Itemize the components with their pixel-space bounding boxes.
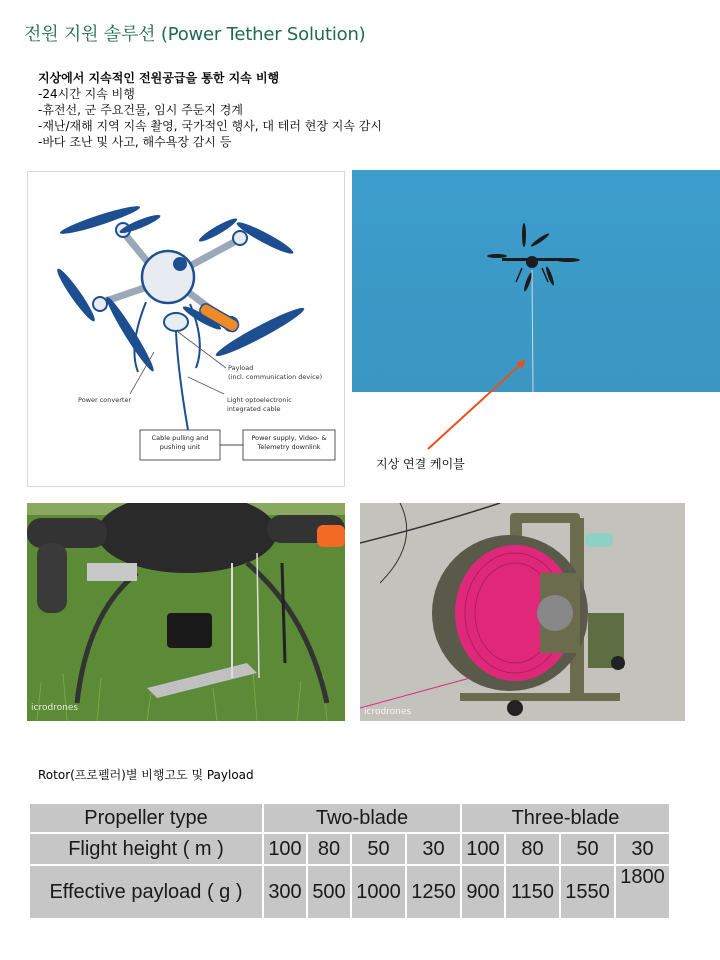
table-cell: 100 xyxy=(461,833,505,865)
table-cell: 900 xyxy=(461,865,505,919)
table-cell: 50 xyxy=(351,833,406,865)
propeller-spec-table xyxy=(28,802,671,920)
sky-photo-illustration xyxy=(352,170,720,392)
table-cell: 100 xyxy=(263,833,307,865)
table-row-label: Flight height ( m ) xyxy=(29,833,263,865)
cable-label-line1: Light optoelectronic xyxy=(227,396,292,404)
table-header-cell: Propeller type xyxy=(29,803,263,833)
table-cell: 1000 xyxy=(351,865,406,919)
page-title: 전원 지원 솔루션 (Power Tether Solution) xyxy=(24,24,366,45)
drone-on-grass-photo xyxy=(27,503,345,721)
power-supply-line1: Power supply, Video- & xyxy=(251,434,327,442)
table-cell: 500 xyxy=(307,865,351,919)
pulling-unit-line2: pushing unit xyxy=(159,443,201,451)
table-cell: 80 xyxy=(505,833,560,865)
table-row-label: Effective payload ( g ) xyxy=(29,865,263,919)
intro-bullet: -휴전선, 군 주요건물, 임시 주둔지 경계 xyxy=(38,103,243,117)
table-row xyxy=(29,865,670,919)
rotor-table-heading: Rotor(프로펠러)별 비행고도 및 Payload xyxy=(38,768,254,782)
table-header-row xyxy=(29,803,670,833)
intro-heading: 지상에서 지속적인 전원공급을 통한 지속 비행 xyxy=(38,71,280,85)
table-cell: 50 xyxy=(560,833,615,865)
watermark: icrodrones xyxy=(364,707,412,717)
intro-section xyxy=(38,70,382,150)
arrow-icon xyxy=(420,355,530,455)
payload-label-text: Payload xyxy=(228,364,254,372)
ground-cable-label: 지상 연결 케이블 xyxy=(376,457,465,471)
table-cell: 1150 xyxy=(505,865,560,919)
intro-bullet: -재난/재해 지역 지속 촬영, 국가적인 행사, 대 테러 현장 지속 감시 xyxy=(38,119,382,133)
grass-photo-illustration xyxy=(27,503,345,721)
tethered-drone-sky-photo xyxy=(352,170,720,392)
cable-label xyxy=(227,396,292,414)
pulling-unit-box xyxy=(140,434,220,452)
table-cell: 30 xyxy=(406,833,461,865)
table-group-header: Two-blade xyxy=(263,803,461,833)
power-converter-label: Power converter xyxy=(78,396,132,404)
reel-photo-illustration xyxy=(360,503,685,721)
table-cell: 80 xyxy=(307,833,351,865)
pulling-unit-line1: Cable pulling and xyxy=(151,434,209,442)
table-row xyxy=(29,833,670,865)
watermark: icrodrones xyxy=(31,703,79,713)
payload-label xyxy=(228,364,322,382)
table-cell: 1250 xyxy=(406,865,461,919)
power-supply-line2: Telemetry downlink xyxy=(257,443,321,451)
table-cell: 300 xyxy=(263,865,307,919)
intro-bullet: -24시간 지속 비행 xyxy=(38,87,135,101)
table-cell: 30 xyxy=(615,833,670,865)
drone-diagram xyxy=(27,171,345,487)
table-cell: 1800 xyxy=(615,865,670,919)
cable-label-line2: integrated cable xyxy=(227,405,281,413)
intro-bullet: -바다 조난 및 사고, 해수욕장 감시 등 xyxy=(38,135,232,149)
table-cell: 1550 xyxy=(560,865,615,919)
tether-reel-photo xyxy=(360,503,685,721)
payload-sub-label: (incl. communication device) xyxy=(228,373,323,381)
power-supply-box xyxy=(243,434,335,452)
table-group-header: Three-blade xyxy=(461,803,670,833)
